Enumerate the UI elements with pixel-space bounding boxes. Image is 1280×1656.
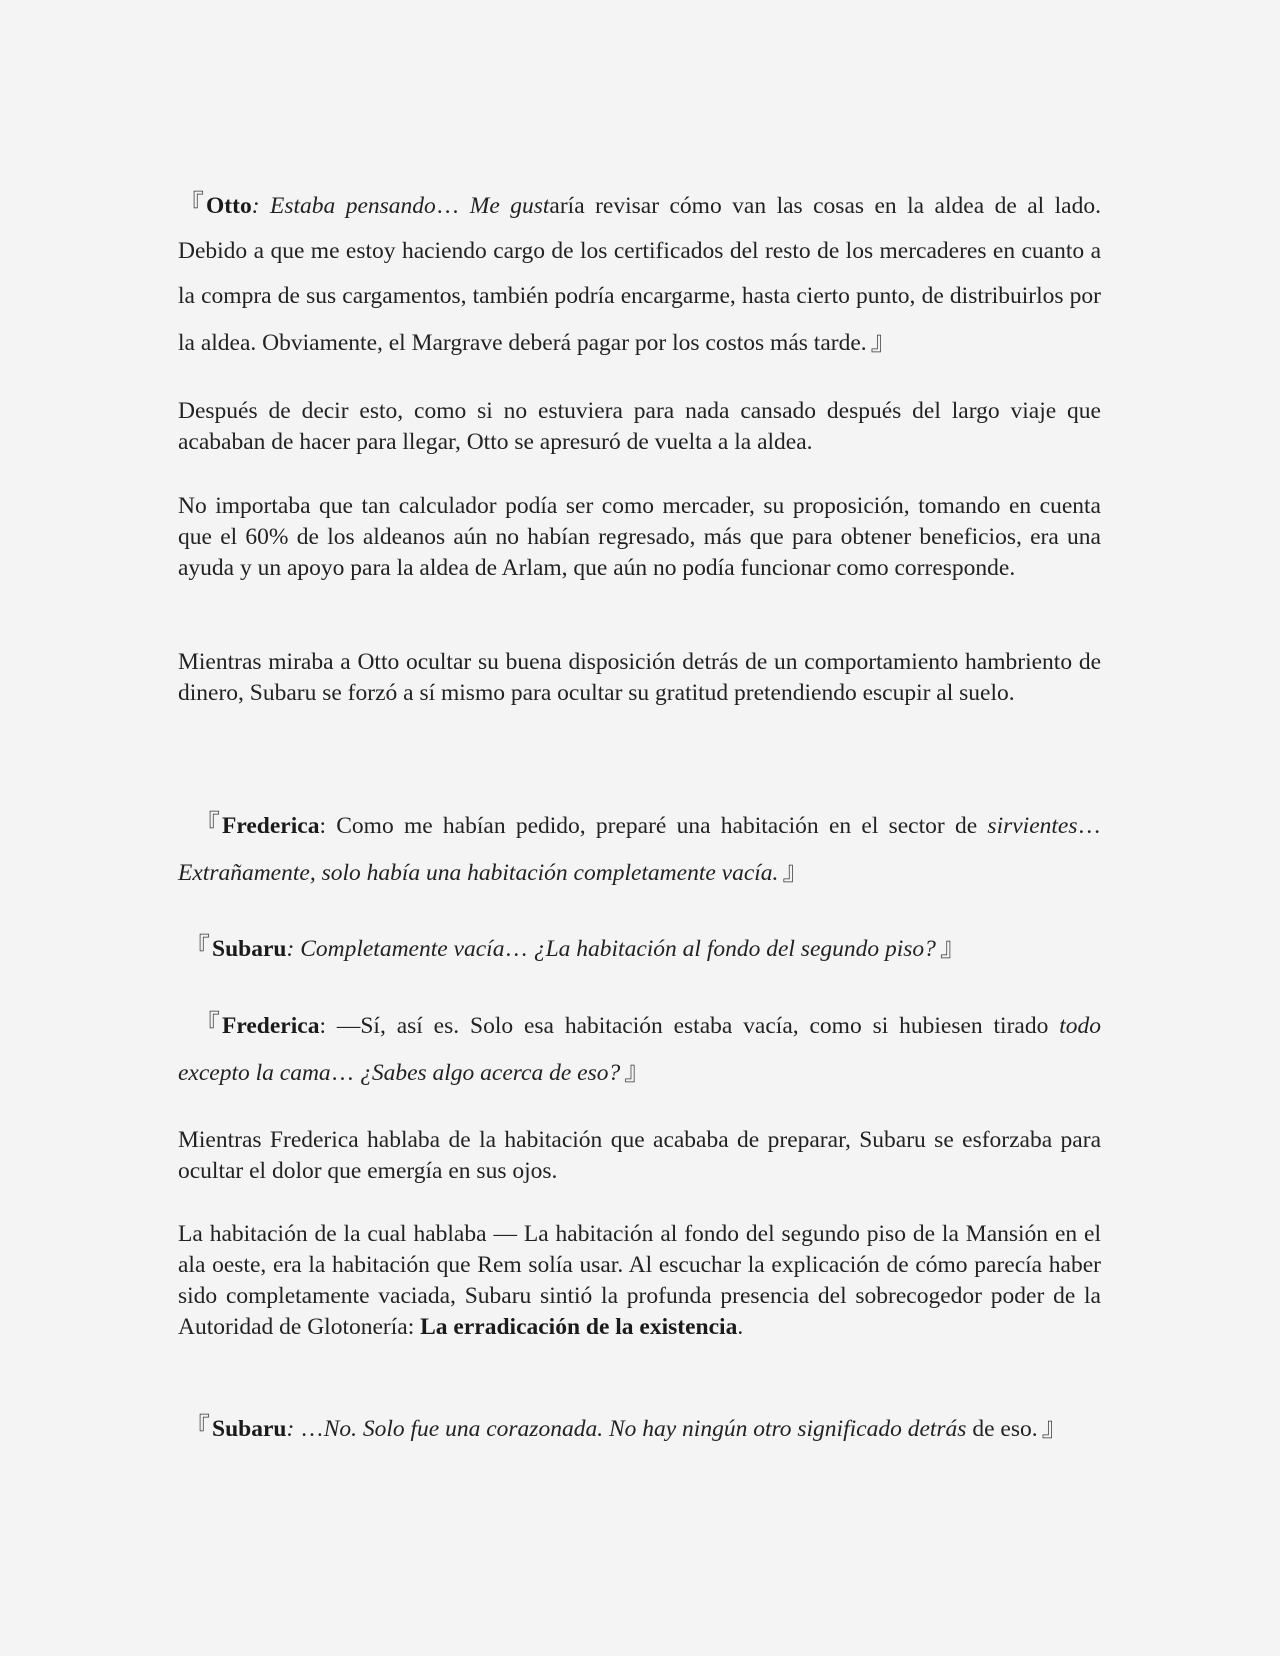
speaker-name: Subaru [212,1416,287,1442]
open-quote-mark: 『 [184,1413,211,1442]
dialogue-subaru: 『Subaru: Completamente vacía… ¿La habitación al fondo del segundo piso? 』 [178,925,1101,972]
close-quote-mark: 』 [870,327,897,356]
speaker-name: Frederica [222,1013,320,1039]
narration-paragraph: Mientras Frederica hablaba de la habitación que acababa de preparar, Subaru se esforzaba para ocultar el dolor que emergía en sus ojos. [178,1127,1101,1184]
narration-paragraph: Mientras miraba a Otto ocultar su buena disposición detrás de un comportamiento hambriento de dinero, Subaru se forzó a sí mismo para ocultar su gratitud pretendiendo escupir al suelo. [178,649,1101,706]
dialogue-frederica: 『Frederica: Como me habían pedido, preparé una habitación en el sector de sirvientes… Extrañamente, solo había una habitación completamente vacía. 』 [178,802,1101,896]
close-quote-mark: 』 [1041,1413,1068,1442]
dialogue-otto: 『Otto: Estaba pensando… Me gustaría revisar cómo van las cosas en la aldea de al lado. Debido a que me estoy haciendo cargo de los certificados del resto de los mercaderes en cuanto a la compra de sus cargamentos, también podría encargarme, hasta cierto punto, de distribuirlos por la aldea. Obviamente, el Margrave deberá pagar por los costos más tarde. 』 [178,182,1101,366]
speaker-name: Otto [206,193,252,219]
dialogue-subaru: 『Subaru: …No. Solo fue una corazonada. No hay ningún otro significado detrás de eso. 』 [178,1405,1101,1452]
dialogue-frederica: 『Frederica: —Sí, así es. Solo esa habitación estaba vacía, como si hubiesen tirado todo excepto la cama… ¿Sabes algo acerca de eso? 』 [178,1002,1101,1096]
speaker-name: Frederica [222,813,320,839]
close-quote-mark: 』 [782,857,809,886]
open-quote-mark: 『 [194,1010,221,1039]
dialogue-text: aría revisar cómo van las cosas en la aldea de al lado. Debido a que me estoy haciendo cargo de los certificados del resto de los mercaderes en cuanto a la compra de sus cargamentos, también podría encargarme, hasta cierto punto, de distribuirlos por la aldea. Obviamente, el Margrave deberá pagar por los costos más tarde. [178,193,1101,356]
close-quote-mark: 』 [624,1057,651,1086]
bold-phrase: La erradicación de la existencia [420,1314,738,1340]
narration-paragraph: La habitación de la cual hablaba — La habitación al fondo del segundo piso de la Mansión en el ala oeste, era la habitación que Rem solía usar. Al escuchar la explicación de cómo parecía haber sido completamente vaciada, Subaru sintió la profunda presencia del sobrecogedor poder de la Autoridad de Glotonería: La erradicación de la existencia. [178,1221,1101,1340]
narration-paragraph: Después de decir esto, como si no estuviera para nada cansado después del largo viaje que acababan de hacer para llegar, Otto se apresuró de vuelta a la aldea. [178,398,1101,455]
speaker-name: Subaru [212,936,287,962]
close-quote-mark: 』 [939,933,966,962]
narration-paragraph: No importaba que tan calculador podía ser como mercader, su proposición, tomando en cuenta que el 60% de los aldeanos aún no habían regresado, más que para obtener beneficios, era una ayuda y un apoyo para la aldea de Arlam, que aún no podía funcionar como corresponde. [178,493,1101,581]
open-quote-mark: 『 [194,810,221,839]
open-quote-mark: 『 [178,190,205,219]
open-quote-mark: 『 [184,933,211,962]
